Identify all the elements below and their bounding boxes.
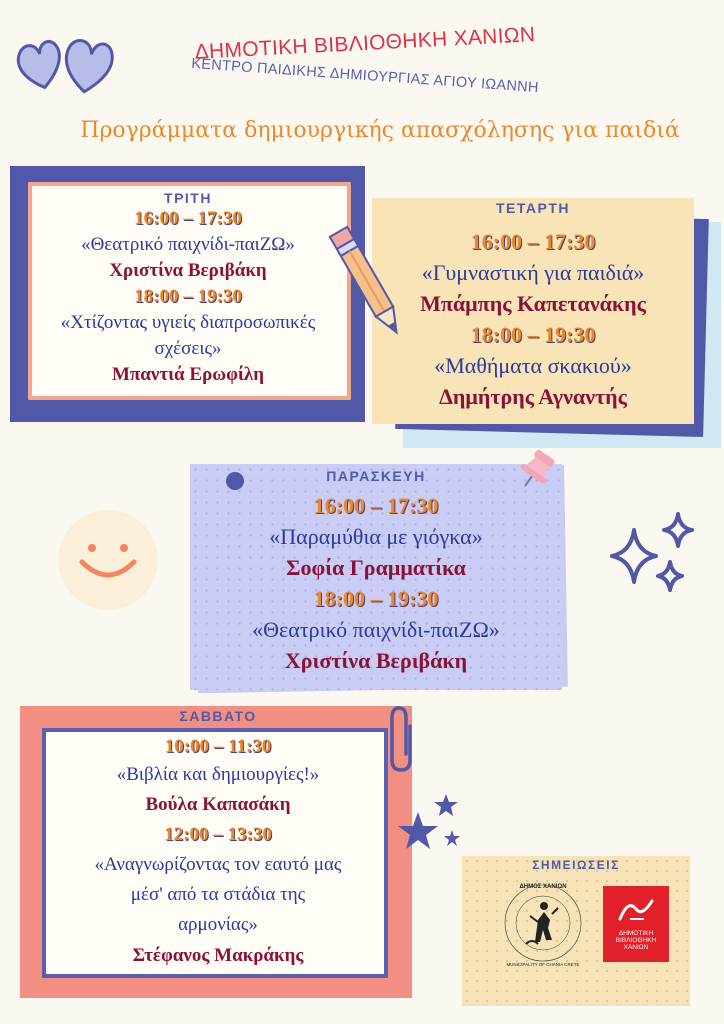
time-slot: 10:00 – 11:30	[164, 736, 272, 757]
instructor-name: Βούλα Καπασάκη	[145, 794, 291, 815]
library-title: ΔΗΜΟΤΙΚΗ ΒΙΒΛΙΟΘΗΚΗ ΧΑΝΙΩΝ	[194, 23, 536, 64]
library-logo-line: ΔΗΜΟΤΙΚΗ	[618, 930, 654, 937]
activity-title: «Θεατρικό παιχνίδι-παιΖΩ»	[81, 234, 295, 255]
notes-section	[462, 858, 690, 872]
library-logo-line: ΧΑΝΙΩΝ	[623, 944, 649, 951]
page-subtitle: Προγράμματα δημιουργικής απασχόλησης για παιδιά	[80, 118, 680, 143]
time-slot: 18:00 – 19:30	[313, 586, 439, 611]
activity-title: «Γυμναστική για παιδιά»	[421, 260, 645, 285]
time-slot: 18:00 – 19:30	[470, 322, 596, 347]
center-title: ΚΕΝΤΡΟ ΠΑΙΔΙΚΗΣ ΔΗΜΙΟΥΡΓΙΑΣ ΑΓΙΟΥ ΙΩΑΝΝΗ	[190, 55, 540, 97]
activity-title: «Παραμύθια με γιόγκα»	[269, 524, 483, 549]
tuesday-schedule	[28, 190, 348, 388]
day-label: ΠΑΡΑΣΚΕΥΗ	[326, 468, 426, 484]
time-slot: 16:00 – 17:30	[134, 208, 242, 229]
library-logo-mark-icon	[614, 895, 658, 925]
time-slot: 18:00 – 19:30	[134, 286, 242, 307]
activity-title: «Χτίζοντας υγιείς διαπροσωπικές	[60, 312, 316, 333]
wednesday-schedule	[372, 200, 694, 412]
instructor-name: Χριστίνα Βεριβάκη	[284, 648, 468, 673]
instructor-name: Μπάμπης Καπετανάκης	[420, 291, 646, 316]
activity-title: αρμονίας»	[178, 914, 258, 935]
time-slot: 12:00 – 13:30	[164, 824, 272, 845]
instructor-name: Δημήτρης Αγναντής	[439, 384, 627, 409]
time-slot: 16:00 – 17:30	[470, 229, 596, 254]
municipality-logo-ring-text: MUNICIPALITY OF CHANIA CRETE	[506, 962, 580, 967]
hearts-icon	[10, 30, 120, 100]
paperclip-icon	[386, 704, 416, 774]
time-slot: 16:00 – 17:30	[313, 493, 439, 518]
sparkle-icon	[604, 510, 708, 600]
notes-title: ΣΗΜΕΙΩΣΕΙΣ	[532, 858, 620, 872]
activity-title: «Θεατρικό παιχνίδι-παιΖΩ»	[252, 617, 500, 642]
activity-title: σχέσεις»	[154, 338, 222, 359]
smiley-icon	[58, 510, 158, 610]
saturday-schedule	[44, 708, 392, 972]
day-label: ΤΕΤΑΡΤΗ	[495, 200, 570, 216]
star-icon	[392, 790, 466, 862]
friday-schedule	[190, 468, 562, 676]
library-logo-line: ΒΙΒΛΙΟΘΗΚΗ	[615, 937, 657, 944]
day-label: ΣΑΒΒΑΤΟ	[179, 708, 257, 724]
instructor-name: Μπαντιά Ερωφίλη	[111, 364, 265, 385]
pencil-icon	[326, 218, 410, 348]
activity-title: «Μαθήματα σκακιού»	[434, 353, 632, 378]
day-label: ΤΡΙΤΗ	[164, 190, 212, 206]
instructor-name: Σοφία Γραμματίκα	[286, 555, 466, 580]
activity-title: μέσ' από τα στάδια της	[130, 884, 306, 905]
activity-title: «Αναγνωρίζοντας τον εαυτό μας	[94, 854, 342, 875]
activity-title: «Βιβλία και δημιουργίες!»	[116, 764, 320, 785]
instructor-name: Στέφανος Μακράκης	[132, 945, 304, 966]
instructor-name: Χριστίνα Βεριβάκη	[109, 260, 267, 281]
municipality-logo	[502, 882, 584, 964]
municipality-logo-title: ΔΗΜΟΣ ΧΑΝΙΩΝ	[519, 884, 567, 890]
